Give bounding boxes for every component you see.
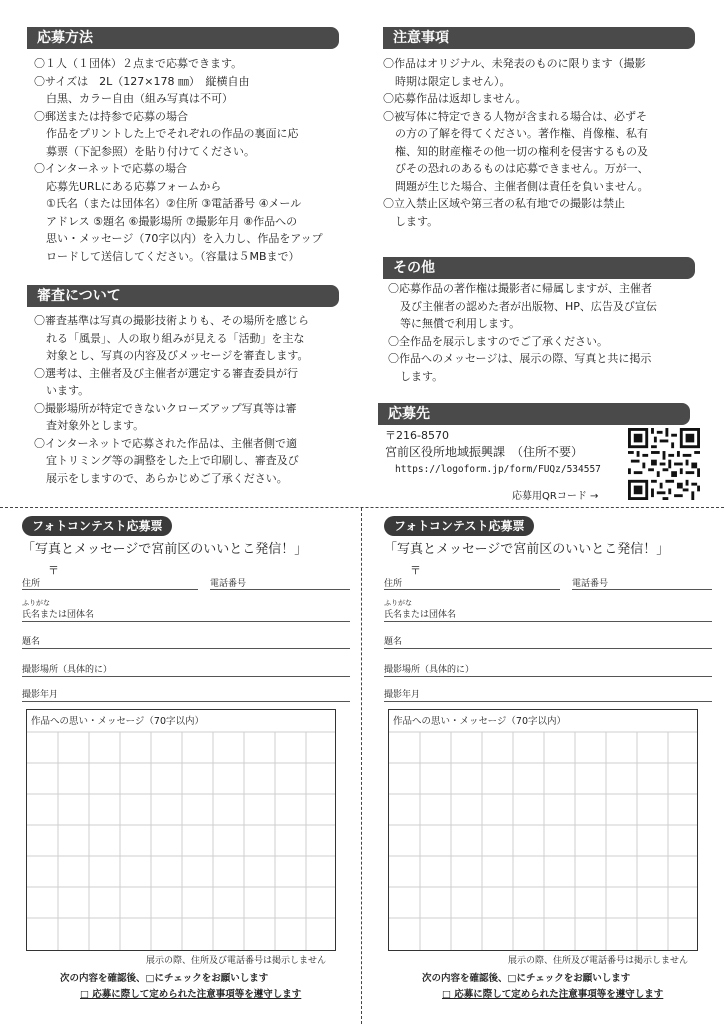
furigana-label: ふりがな [22, 599, 50, 607]
qr-code-icon[interactable] [628, 428, 700, 500]
form-pill-title: フォトコンテスト応募票 [22, 516, 172, 536]
form-pill-title: フォトコンテスト応募票 [384, 516, 534, 536]
judging-text [34, 312, 352, 487]
text-line: します。 [395, 214, 439, 228]
text-line: ロードして送信してください。（容量は５MBまで） [46, 249, 300, 263]
text-line: 時期は限定しません）。 [395, 74, 511, 88]
date-field[interactable] [384, 701, 712, 702]
message-label: 作品への思い・メッセージ（70字以内） [31, 713, 208, 727]
name-field[interactable] [384, 621, 712, 622]
privacy-note: 展示の際、住所及び電話番号は掲示しません [146, 956, 327, 966]
phone-label: 電話番号 [572, 579, 609, 589]
place-field[interactable] [384, 676, 712, 677]
address-label: 住所 [22, 579, 41, 589]
text-line: アドレス ⑤題名 ⑥撮影場所 ⑦撮影年月 ⑧作品への [46, 214, 298, 228]
check-intro: 次の内容を確認後、□にチェックをお願いします [60, 973, 269, 984]
check-intro: 次の内容を確認後、□にチェックをお願いします [422, 973, 631, 984]
cut-line-horizontal [0, 507, 724, 508]
text-line: います。 [46, 384, 90, 397]
destination-address [385, 427, 625, 478]
form-title: 「写真とメッセージで宮前区のいいとこ発信！」 [22, 542, 308, 557]
place-label: 撮影場所（具体的に） [22, 665, 113, 675]
compliance-checkbox[interactable]: □ 応募に際して定められた注意事項等を遵守します [80, 989, 302, 1000]
section-heading-judging: 審査について [27, 285, 339, 307]
other-text [388, 280, 704, 385]
notes-text [383, 55, 705, 230]
text-line: 〇審査基準は写真の撮影技術よりも、その場所を感じら [34, 314, 309, 327]
place-label: 撮影場所（具体的に） [384, 665, 475, 675]
text-line: 作品をプリントした上でそれぞれの作品の裏面に応 [46, 127, 299, 140]
message-grid [389, 710, 698, 951]
text-line: の方の了解を得てください。著作権、肖像権、私有 [395, 127, 648, 140]
entry-form-right [384, 512, 724, 1012]
text-line: 〇１人（１団体）２点まで応募できます。 [34, 57, 243, 70]
message-box[interactable] [26, 709, 336, 951]
text-line: 〇郵送または持参で応募の場合 [34, 109, 188, 123]
text-line: 〇作品はオリジナル、未発表のものに限ります（撮影 [383, 57, 646, 70]
text-line: します。 [400, 369, 444, 383]
text-line: 〇応募作品は返却しません。 [383, 92, 527, 105]
application-method-text [34, 55, 352, 265]
text-line: 〇被写体に特定できる人物が含まれる場合は、必ずそ [383, 109, 647, 123]
office-name: 宮前区役所地域振興課 （住所不要） [385, 445, 584, 459]
section-heading-notes: 注意事項 [383, 27, 695, 49]
postal-mark: 〒 [48, 564, 59, 577]
text-line: びその恐れのあるものは応募できません。万が一、 [395, 162, 649, 175]
text-line: 白黒、カラー自由（組み写真は不可） [46, 92, 233, 105]
phone-field[interactable] [210, 589, 350, 590]
text-line: 応募先URLにある応募フォームから [46, 179, 222, 193]
place-field[interactable] [22, 676, 350, 677]
work-title-label: 題名 [22, 637, 41, 647]
name-label: 氏名または団体名 [384, 610, 457, 620]
section-heading-destination: 応募先 [378, 403, 690, 425]
name-label: 氏名または団体名 [22, 610, 95, 620]
text-line: 展示をしますので、あらかじめご了承ください。 [46, 471, 288, 485]
message-grid [27, 710, 336, 951]
text-line: 〇撮影場所が特定できないクローズアップ写真等は審 [34, 401, 297, 415]
text-line: 対象とし、写真の内容及びメッセージを審査します。 [46, 349, 309, 362]
text-line: 〇作品へのメッセージは、展示の際、写真と共に掲示 [388, 352, 652, 365]
text-line: 宜トリミング等の調整をした上で印刷し、審査及び [46, 454, 299, 467]
text-line: 〇全作品を展示しますのでご了承ください。 [388, 334, 608, 348]
text-line: 思い・メッセージ（70字以内）を入力し、作品をアップ [46, 232, 323, 245]
text-line: れる「風景」、人の取り組みが見える「活動」を主な [46, 331, 305, 345]
date-label: 撮影年月 [384, 690, 421, 700]
address-label: 住所 [384, 579, 403, 589]
text-line: 〇立入禁止区域や第三者の私有地での撮影は禁止 [383, 197, 625, 210]
section-heading-other: その他 [383, 257, 695, 279]
section-heading-application-method: 応募方法 [27, 27, 339, 49]
furigana-label: ふりがな [384, 599, 412, 607]
text-line: 査対象外とします。 [46, 419, 145, 432]
phone-field[interactable] [572, 589, 712, 590]
text-line: 及び主催者の認めた者が出版物、HP、広告及び宣伝 [400, 299, 657, 313]
message-label: 作品への思い・メッセージ（70字以内） [393, 713, 570, 727]
text-line: 〇選考は、主催者及び主催者が選定する審査委員が行 [34, 366, 298, 380]
text-line: 〇インターネットで応募の場合 [34, 162, 188, 175]
text-line: 等に無償で利用します。 [400, 317, 521, 330]
text-line: 〇インターネットで応募された作品は、主催者側で適 [34, 436, 298, 450]
qr-label: 応募用QRコード → [512, 491, 599, 502]
message-box[interactable] [388, 709, 698, 951]
date-field[interactable] [22, 701, 350, 702]
compliance-checkbox[interactable]: □ 応募に際して定められた注意事項等を遵守します [442, 989, 664, 1000]
text-line: 権、知的財産権その他一切の権利を侵害するもの及 [395, 144, 648, 158]
text-line: 〇応募作品の著作権は撮影者に帰属しますが、主催者 [388, 282, 652, 295]
address-field[interactable] [384, 589, 560, 590]
text-line: 募票（下記参照）を貼り付けてください。 [46, 144, 255, 158]
date-label: 撮影年月 [22, 690, 59, 700]
entry-form-left [22, 512, 362, 1012]
text-line: 〇サイズは 2L（127×178 ㎜） 縦横自由 [34, 74, 250, 88]
work-title-field[interactable] [22, 648, 350, 649]
phone-label: 電話番号 [210, 579, 247, 589]
postal-code: 〒216-8570 [385, 429, 449, 442]
text-line: 問題が生じた場合、主催者側は責任を負いません。 [395, 179, 649, 193]
postal-mark: 〒 [410, 564, 421, 577]
name-field[interactable] [22, 621, 350, 622]
work-title-label: 題名 [384, 637, 403, 647]
work-title-field[interactable] [384, 648, 712, 649]
address-field[interactable] [22, 589, 198, 590]
form-title: 「写真とメッセージで宮前区のいいとこ発信！」 [384, 542, 670, 557]
text-line: ①氏名（または団体名）②住所 ③電話番号 ④メール [46, 197, 302, 210]
privacy-note: 展示の際、住所及び電話番号は掲示しません [508, 956, 689, 966]
form-url-link[interactable]: https://logoform.jp/form/FUQz/534557 [395, 464, 601, 475]
